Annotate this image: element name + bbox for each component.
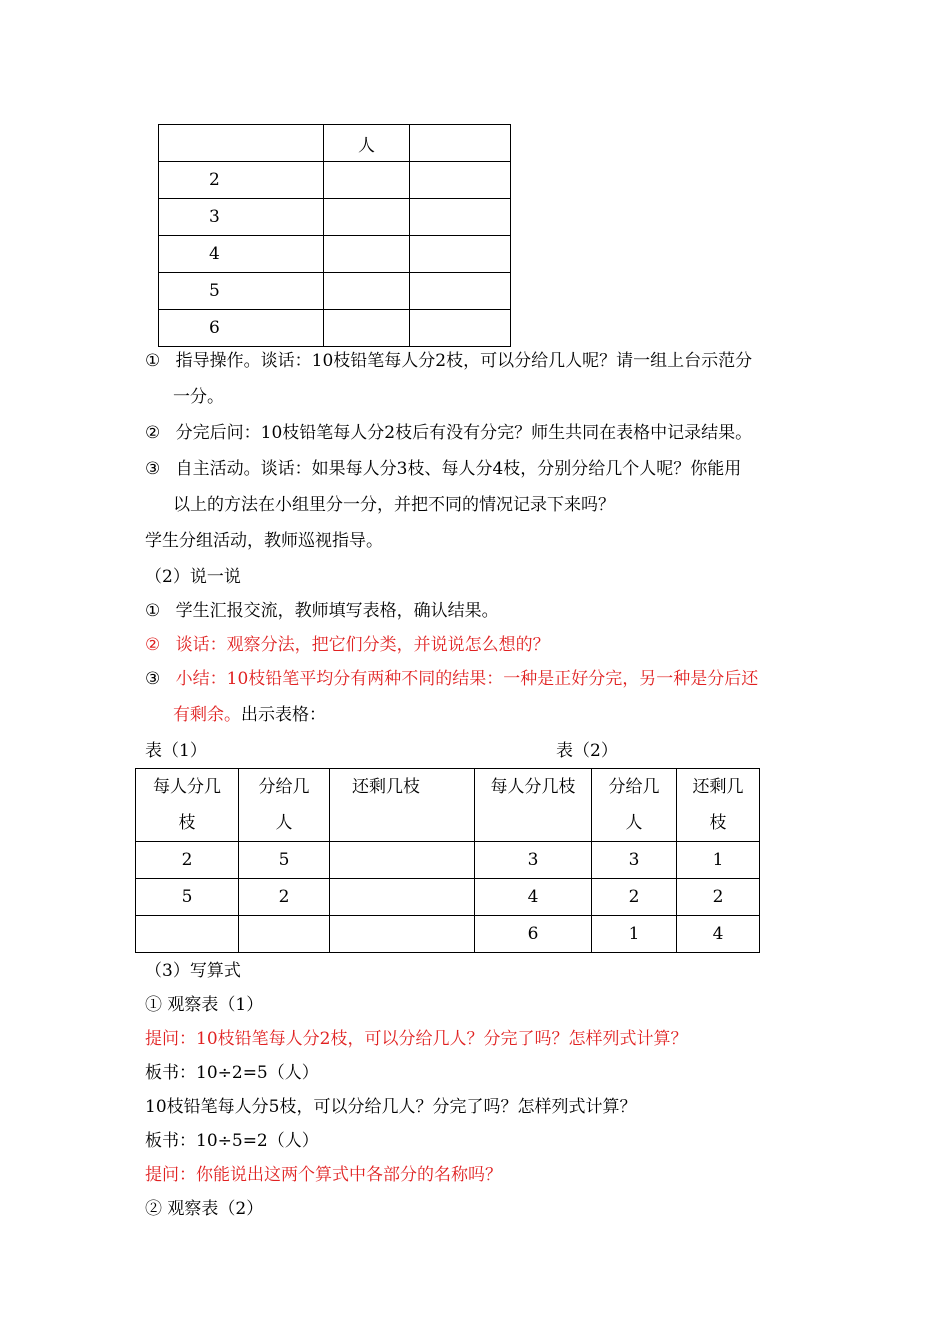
table-row	[475, 916, 760, 953]
table-header-cell	[677, 769, 760, 842]
step-number: ③	[145, 669, 161, 689]
table-row	[136, 879, 475, 916]
question-2: 提问：你能说出这两个算式中各部分的名称吗？	[145, 1165, 502, 1185]
step-text: 谈话：观察分法，把它们分类，并说说怎么想的？	[175, 635, 550, 655]
step-1-1	[145, 346, 752, 371]
table-cell: 3	[475, 842, 592, 879]
table-header-cell	[136, 769, 239, 842]
table-2	[474, 768, 760, 953]
table-cell	[324, 199, 410, 236]
table-1	[135, 768, 475, 953]
board-writing-1: 板书：10÷2=5（人）	[145, 1063, 319, 1083]
table-cell	[410, 199, 511, 236]
table-cell	[324, 236, 410, 273]
table-header-cell	[239, 769, 330, 842]
board-writing-2: 板书：10÷5=2（人）	[145, 1131, 319, 1151]
table-header-cell	[475, 769, 592, 842]
header-line	[475, 805, 591, 841]
header-line: 还剩几	[692, 777, 744, 797]
section-3-title: （3）写算式	[145, 961, 241, 981]
table-row	[475, 879, 760, 916]
step-2-2	[145, 630, 550, 655]
table-cell: 6	[475, 916, 592, 953]
table-cell	[330, 879, 475, 916]
table-cell	[330, 916, 475, 953]
table-cell	[239, 916, 330, 953]
header-line: 每人分几枝	[490, 777, 576, 797]
header-line: 人	[625, 813, 643, 833]
step-text: 小结：10枝铅笔平均分有两种不同的结果：一种是正好分完，另一种是分后还	[175, 669, 759, 689]
observe-table-1: ① 观察表（1）	[145, 995, 264, 1015]
table-cell: 1	[592, 916, 677, 953]
step-number: ③	[145, 459, 161, 479]
table-cell: 2	[136, 842, 239, 879]
table-cell	[410, 236, 511, 273]
step-number: ①	[145, 351, 161, 371]
question-1: 提问：10枝铅笔每人分2枝，可以分给几人？分完了吗？怎样列式计算？	[145, 1029, 688, 1049]
header-line: 还剩几枝	[352, 777, 420, 797]
table-cell	[410, 310, 511, 347]
step-2-1	[145, 596, 499, 621]
step-number: ①	[145, 601, 161, 621]
step-1-3-continued: 以上的方法在小组里分一分，并把不同的情况记录下来吗？	[173, 495, 615, 515]
step-1-3	[145, 454, 741, 479]
table-row	[159, 162, 511, 199]
table-cell: 3	[159, 199, 324, 236]
table-cell	[324, 273, 410, 310]
table-row	[136, 842, 475, 879]
header-line: 枝	[709, 813, 727, 833]
step-text-black: 出示表格：	[241, 705, 326, 725]
step-text-red: 有剩余。	[173, 705, 241, 725]
table-header-cell: 人	[324, 125, 410, 162]
header-line	[330, 805, 474, 841]
step-1-1-continued: 一分。	[173, 387, 224, 407]
table-cell: 1	[677, 842, 760, 879]
step-number: ②	[145, 423, 161, 443]
table-cell: 5	[239, 842, 330, 879]
table-cell	[136, 916, 239, 953]
table-cell	[410, 125, 511, 162]
header-line: 人	[275, 813, 293, 833]
header-line: 分给几	[608, 777, 660, 797]
table-cell: 2	[159, 162, 324, 199]
step-text: 学生汇报交流，教师填写表格，确认结果。	[175, 601, 499, 621]
table-cell: 4	[677, 916, 760, 953]
table-cell	[159, 125, 324, 162]
table-2-label: 表（2）	[556, 741, 618, 761]
table-cell: 2	[239, 879, 330, 916]
table-row	[159, 273, 511, 310]
table-cell: 5	[159, 273, 324, 310]
table-cell	[324, 162, 410, 199]
table-cell: 6	[159, 310, 324, 347]
header-line: 枝	[178, 813, 196, 833]
table-row	[159, 199, 511, 236]
observe-table-2: ② 观察表（2）	[145, 1199, 264, 1219]
header-line: 每人分几	[153, 777, 221, 797]
table-cell: 4	[475, 879, 592, 916]
table-cell: 5	[136, 879, 239, 916]
step-2-3-continued	[173, 700, 326, 725]
table-header-cell	[592, 769, 677, 842]
step-2-3	[145, 664, 758, 689]
step-text: 指导操作。谈话：10枝铅笔每人分2枝，可以分给几人呢？请一组上台示范分	[175, 351, 753, 371]
table-cell: 4	[159, 236, 324, 273]
table-cell: 2	[592, 879, 677, 916]
top-table	[158, 124, 511, 347]
table-cell	[330, 842, 475, 879]
table-row	[159, 236, 511, 273]
table-1-label: 表（1）	[145, 741, 207, 761]
header-line: 分给几	[258, 777, 310, 797]
step-text: 自主活动。谈话：如果每人分3枝、每人分4枝，分别分给几个人呢？你能用	[175, 459, 742, 479]
step-text: 分完后问：10枝铅笔每人分2枝后有没有分完？师生共同在表格中记录结果。	[175, 423, 753, 443]
section-2-title: （2）说一说	[145, 567, 241, 587]
table-row	[475, 842, 760, 879]
activity-line: 学生分组活动，教师巡视指导。	[145, 531, 383, 551]
step-1-2	[145, 418, 752, 443]
table-cell: 3	[592, 842, 677, 879]
table-cell	[410, 273, 511, 310]
table-cell: 2	[677, 879, 760, 916]
table-header-cell	[330, 769, 475, 842]
table-cell	[324, 310, 410, 347]
question-line: 10枝铅笔每人分5枝，可以分给几人？分完了吗？怎样列式计算？	[145, 1097, 637, 1117]
table-row	[136, 916, 475, 953]
table-cell	[410, 162, 511, 199]
table-row	[159, 310, 511, 347]
step-number: ②	[145, 635, 161, 655]
